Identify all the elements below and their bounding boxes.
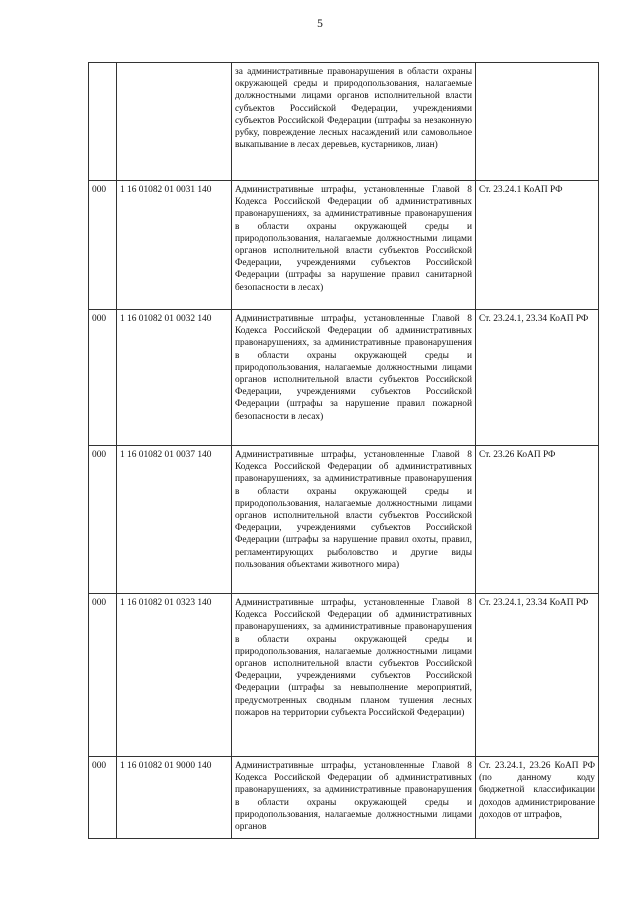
law-article-cell: Ст. 23.24.1, 23.34 КоАП РФ — [476, 594, 599, 757]
admin-code-cell: 000 — [89, 181, 117, 310]
kbk-code-cell: 1 16 01082 01 0323 140 — [117, 594, 232, 757]
kbk-code-cell: 1 16 01082 01 9000 140 — [117, 757, 232, 839]
table-row — [89, 446, 599, 594]
kbk-code-cell: 1 16 01082 01 0037 140 — [117, 446, 232, 594]
law-article-cell: Ст. 23.26 КоАП РФ — [476, 446, 599, 594]
kbk-code-cell: 1 16 01082 01 0031 140 — [117, 181, 232, 310]
law-article-cell: Ст. 23.24.1 КоАП РФ — [476, 181, 599, 310]
table-row — [89, 63, 599, 181]
description-cell: за административные правонарушения в области охраны окружающей среды и природопользования, налагаемые должностными лицами органов исполнительной власти субъектов Российской Федерации, учреждениями субъектов Российской Федерации (штрафы за незаконную рубку, повреждение лесных насаждений или самовольное выкапывание в лесах деревьев, кустарников, лиан) — [232, 63, 476, 181]
description-cell: Административные штрафы, установленные Главой 8 Кодекса Российской Федерации об административных правонарушениях, за административные правонарушения в области охраны окружающей среды и природопользования, налагаемые должностными лицами органов исполнительной власти субъектов Российской Федерации, учреждениями субъектов Российской Федерации (штрафы за нарушение правил санитарной безопасности в лесах) — [232, 181, 476, 310]
table-row — [89, 181, 599, 310]
table-row — [89, 310, 599, 446]
law-article-cell — [476, 63, 599, 181]
law-article-cell: Ст. 23.24.1, 23.26 КоАП РФ (по данному коду бюджетной классификации доходов администрирование доходов от штрафов, — [476, 757, 599, 839]
admin-code-cell: 000 — [89, 594, 117, 757]
budget-classification-table — [88, 62, 599, 839]
law-article-cell: Ст. 23.24.1, 23.34 КоАП РФ — [476, 310, 599, 446]
description-cell: Административные штрафы, установленные Главой 8 Кодекса Российской Федерации об административных правонарушениях, за административные правонарушения в области охраны окружающей среды и природопользования, налагаемые должностными лицами органов исполнительной власти субъектов Российской Федерации, учреждениями субъектов Российской Федерации (штрафы за нарушение правил пожарной безопасности в лесах) — [232, 310, 476, 446]
admin-code-cell: 000 — [89, 757, 117, 839]
kbk-code-cell — [117, 63, 232, 181]
page-number: 5 — [317, 18, 323, 30]
description-cell: Административные штрафы, установленные Главой 8 Кодекса Российской Федерации об административных правонарушениях, за административные правонарушения в области охраны окружающей среды и природопользования, налагаемые должностными лицами органов — [232, 757, 476, 839]
description-cell: Административные штрафы, установленные Главой 8 Кодекса Российской Федерации об административных правонарушениях, за административные правонарушения в области охраны окружающей среды и природопользования, налагаемые должностными лицами органов исполнительной власти субъектов Российской Федерации, учреждениями субъектов Российской Федерации (штрафы за нарушение правил охоты, правил, регламентирующих рыболовство и другие виды пользования объектами животного мира) — [232, 446, 476, 594]
admin-code-cell: 000 — [89, 446, 117, 594]
kbk-code-cell: 1 16 01082 01 0032 140 — [117, 310, 232, 446]
table-row — [89, 757, 599, 839]
table-row — [89, 594, 599, 757]
description-cell: Административные штрафы, установленные Главой 8 Кодекса Российской Федерации об административных правонарушениях, за административные правонарушения в области охраны окружающей среды и природопользования, налагаемые должностными лицами органов исполнительной власти субъектов Российской Федерации, учреждениями субъектов Российской Федерации (штрафы за невыполнение мероприятий, предусмотренных сводным планом тушения лесных пожаров на территории субъекта Российской Федерации) — [232, 594, 476, 757]
admin-code-cell — [89, 63, 117, 181]
admin-code-cell: 000 — [89, 310, 117, 446]
